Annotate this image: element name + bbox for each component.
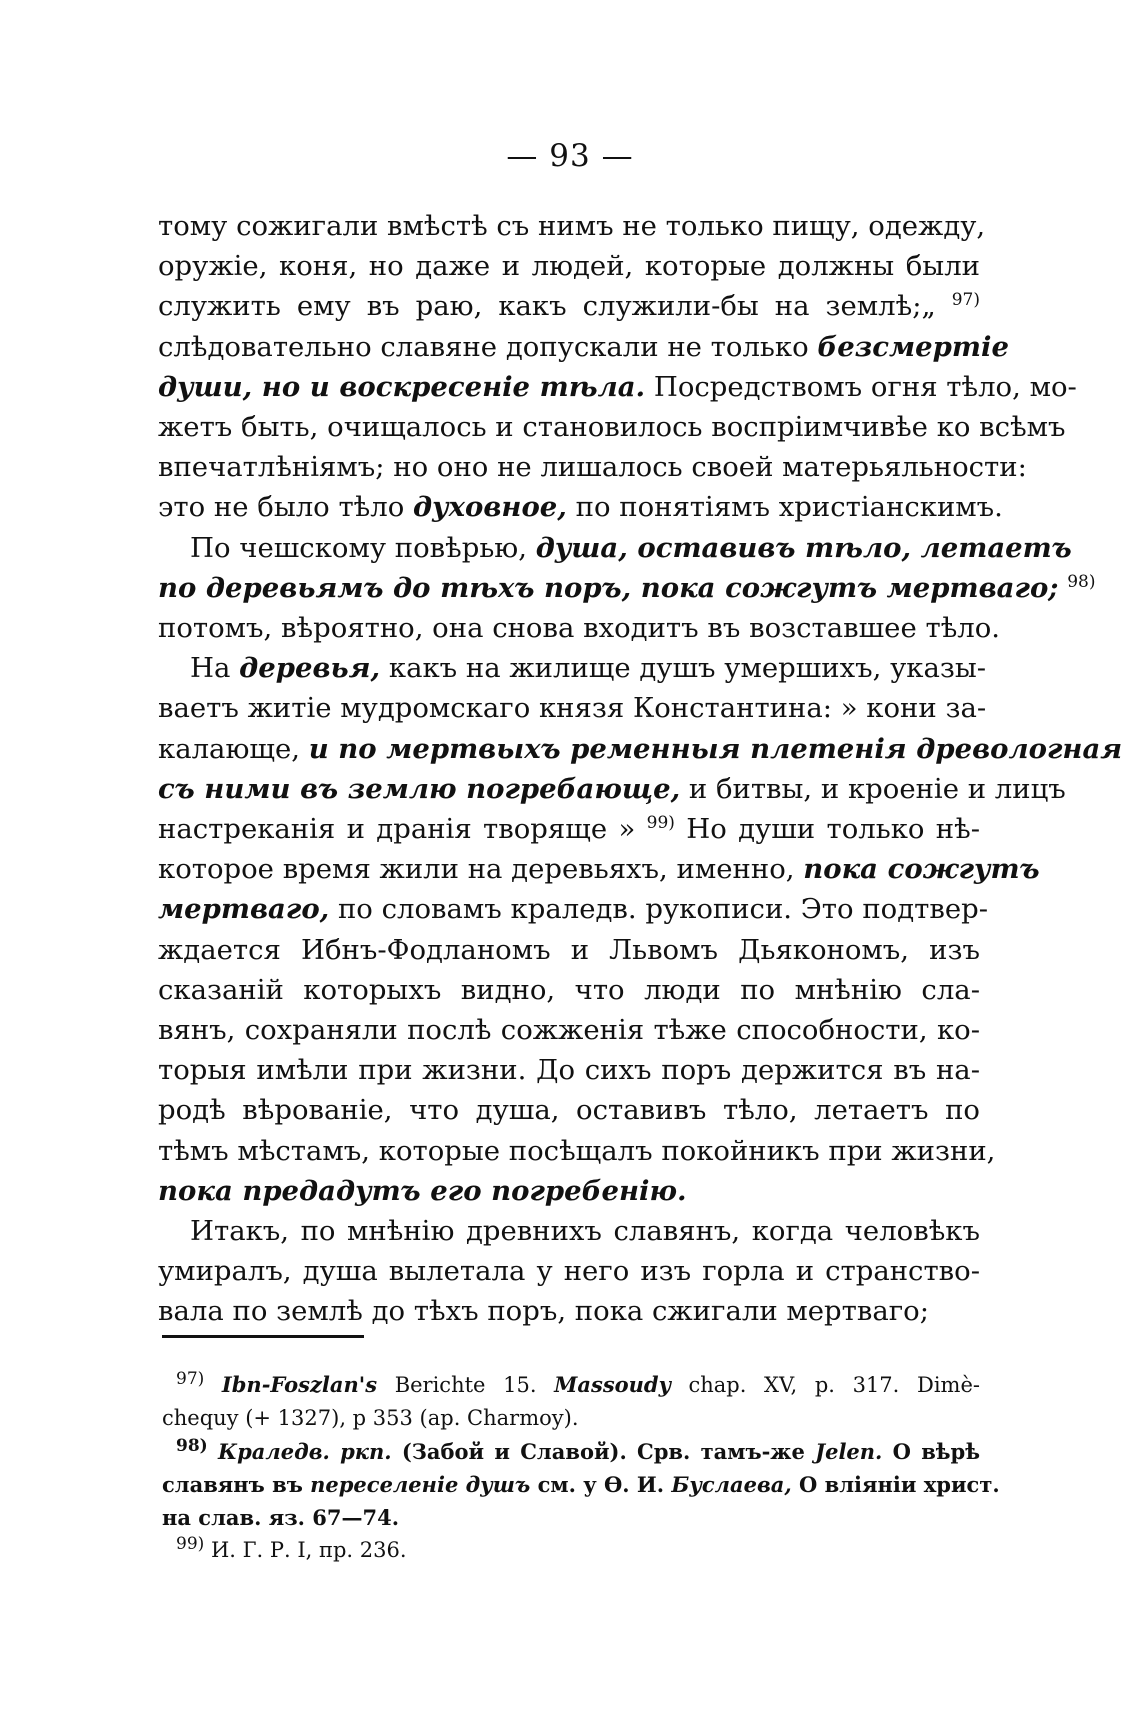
text-line: Итакъ, по мнѣнію древнихъ славянъ, когда человѣкъ — [190, 1215, 980, 1248]
emphasis: по деревьямъ до тѣхъ поръ, пока сожгутъ мертваго; — [158, 571, 1059, 604]
emphasis: духовное, — [413, 491, 567, 524]
text-line — [158, 568, 1096, 608]
footnote — [162, 1368, 980, 1435]
footnote-line: славянъ въ переселеніе душъ см. у Ѳ. И. Буслаева, О вліяніи христ. — [162, 1472, 1000, 1497]
footnote-line: chequy (+ 1327), p 353 (ap. Charmoy). — [162, 1406, 579, 1430]
text-line: служить ему въ раю, какъ служили-бы на землѣ;„ $^{97)}$ — [158, 290, 980, 323]
emphasis: мертваго, — [158, 893, 330, 926]
main-text — [158, 206, 1123, 1332]
text-line — [158, 1171, 980, 1211]
text-line: мертваго, по словамъ краледв. рукописи. Это подтвер- — [158, 893, 988, 926]
emphasis: переселеніе душъ — [310, 1472, 531, 1497]
text-line: это не было тѣло духовное, по понятіямъ христіанскимъ. — [158, 491, 1003, 524]
text-line: калающе, и по мертвыхъ ременныя плетенія древологная — [158, 732, 1123, 765]
footnote-line: на слав. яз. 67—74. — [162, 1505, 399, 1530]
footnote-line: $^{99)}$ И. Г. Р. I, пр. 236. — [176, 1534, 407, 1562]
text-line: умиралъ, душа вылетала у него изъ горла и странство- — [158, 1255, 980, 1288]
emphasis: пока сожгутъ — [803, 853, 1040, 886]
text-line: вала по землѣ до тѣхъ поръ, пока сжигали мертваго; — [158, 1295, 929, 1328]
text-line: По чешскому повѣрью, душа, оставивъ тѣло, летаетъ — [190, 531, 1072, 564]
text-line: потомъ, вѣроятно, она снова входитъ въ возставшее тѣло. — [158, 612, 1001, 645]
text-line: съ ними въ землю погребающе, и битвы, и кроеніе и лицъ — [158, 772, 1066, 805]
paragraph — [158, 528, 1096, 649]
footnote-line: $^{97)}$ Ibn-Foszlan's Berichte 15. Massoudy chap. XV, p. 317. Dimè- — [176, 1369, 980, 1397]
emphasis: и по мертвыхъ ременныя плетенія древологная — [308, 732, 1123, 765]
paragraph — [158, 206, 1077, 528]
text-line: вянъ, сохраняли послѣ сожженія тѣже способности, ко- — [158, 1014, 980, 1047]
text-line: родѣ вѣрованіе, что душа, оставивъ тѣло, летаетъ по — [158, 1094, 980, 1127]
emphasis: пока предадутъ его погребенію. — [158, 1174, 687, 1207]
footnote-ref: 97) — [176, 1369, 205, 1389]
footnote — [162, 1534, 980, 1567]
text-line: оружіе, коня, но даже и людей, которые должны были — [158, 250, 980, 283]
footnote-ref: 99) — [646, 812, 675, 833]
emphasis: безсмертіе — [817, 330, 1009, 363]
text-line: слѣдовательно славяне допускали не только безсмертіе — [158, 330, 1009, 363]
text-line: торыя имѣли при жизни. До сихъ поръ держится въ на- — [158, 1054, 980, 1087]
emphasis: Буслаева, — [671, 1472, 792, 1497]
text-line: На деревья, какъ на жилище душъ умершихъ, указы- — [190, 652, 987, 685]
footnote — [162, 1435, 1000, 1534]
emphasis: душа, оставивъ тѣло, летаетъ — [535, 531, 1072, 564]
paragraph — [158, 1211, 980, 1332]
text-line: ждается Ибнъ-Фодланомъ и Львомъ Дьякономъ, изъ — [158, 933, 980, 966]
footnote-separator — [162, 1335, 364, 1338]
emphasis: души, но и воскресеніе тѣла. — [158, 370, 646, 403]
page-number: — 93 — — [506, 138, 634, 174]
text-line: души, но и воскресеніе тѣла. Посредствомъ огня тѣло, мо- — [158, 370, 1077, 403]
footnote-ref: 99) — [176, 1534, 205, 1554]
emphasis: Краледв. ркп. — [217, 1439, 392, 1464]
text-line: настреканія и дранія творяще » $^{99)}$ Но души только нѣ- — [158, 812, 980, 846]
emphasis: Jelen. — [815, 1439, 883, 1464]
emphasis: деревья, — [239, 652, 381, 685]
text-line: ваетъ житіе мудромскаго князя Константина: » кони за- — [158, 692, 987, 725]
text-line: жетъ быть, очищалось и становилось воспріимчивѣе ко всѣмъ — [158, 411, 1066, 444]
footnotes — [162, 1368, 1000, 1567]
text-line: впечатлѣніямъ; но оно не лишалось своей матерьяльности: — [158, 451, 1027, 484]
text-line: тому сожигали вмѣстѣ съ нимъ не только пищу, одежду, — [158, 210, 986, 242]
text-line: сказаній которыхъ видно, что люди по мнѣнію сла- — [158, 973, 980, 1006]
footnote-ref: 97) — [951, 290, 980, 311]
footnote-ref: 98) — [176, 1436, 208, 1456]
paragraph — [158, 648, 1123, 1211]
footnote-ref: 98) — [1067, 571, 1096, 592]
emphasis: съ ними въ землю погребающе, — [158, 772, 681, 805]
emphasis: Ibn-Foszlan's — [221, 1372, 378, 1397]
text-line: которое время жили на деревьяхъ, именно, пока сожгутъ — [158, 853, 1040, 886]
footnote-line: $^{98)}$ Краледв. ркп. (Забой и Славой). Срв. тамъ-же Jelen. О вѣрѣ — [176, 1436, 980, 1464]
emphasis: Massoudy — [554, 1372, 671, 1397]
text-line: тѣмъ мѣстамъ, которые посѣщалъ покойникъ при жизни, — [158, 1134, 996, 1167]
